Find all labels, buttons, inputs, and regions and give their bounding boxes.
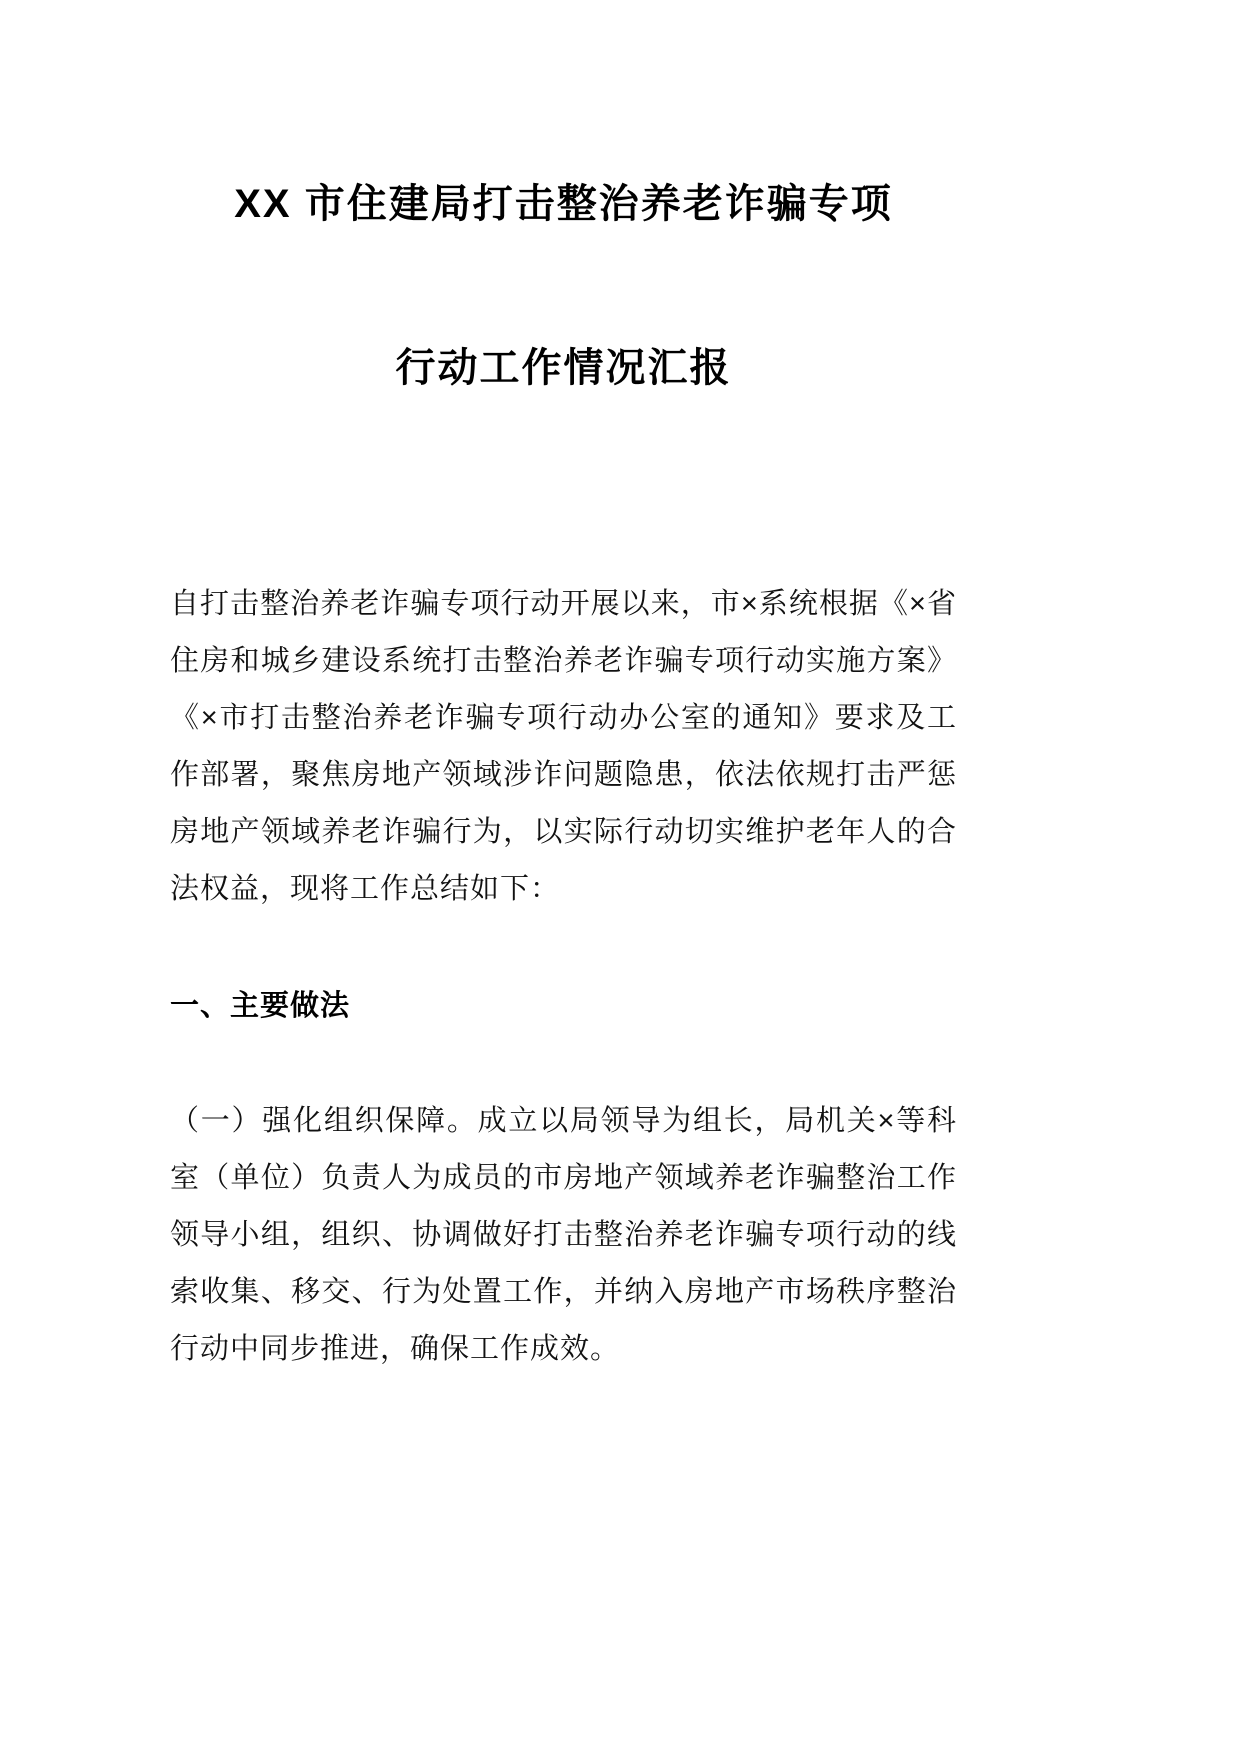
paragraph-intro: 自打击整治养老诈骗专项行动开展以来，市×系统根据《×省住房和城乡建设系统打击整治养老诈骗专项行动实施方案》《×市打击整治养老诈骗专项行动办公室的通知》要求及工作部署，聚焦房地产领域涉诈问题隐患，依法依规打击严惩房地产领域养老诈骗行为，以实际行动切实维护老年人的合法权益，现将工作总结如下： (170, 588, 957, 905)
document-title-line-1: XX 市住建局打击整治养老诈骗专项 (234, 182, 893, 226)
document-title-line-2: 行动工作情况汇报 (395, 346, 732, 390)
section-heading-main-practices: 一、主要做法 (170, 990, 351, 1022)
paragraph-section-1-item-1: （一）强化组织保障。成立以局领导为组长，局机关×等科室（单位）负责人为成员的市房地产领域养老诈骗整治工作领导小组，组织、协调做好打击整治养老诈骗专项行动的线索收集、移交、行为处置工作，并纳入房地产市场秩序整治行动中同步推进，确保工作成效。 (170, 1105, 957, 1365)
